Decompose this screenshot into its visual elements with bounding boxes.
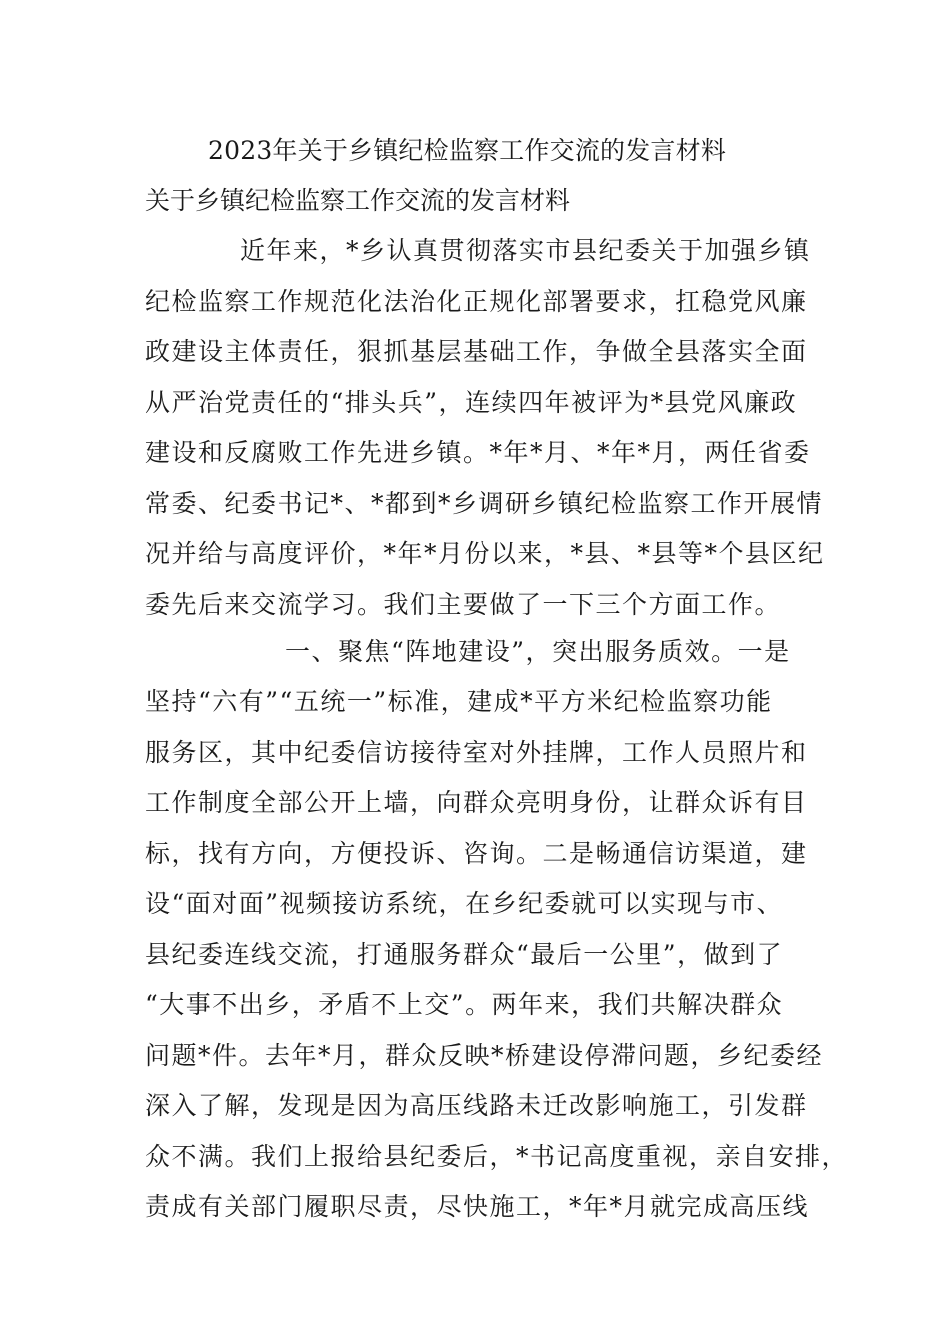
paragraph-line: 工作制度全部公开上墙，向群众亮明身份，让群众诉有目: [145, 788, 808, 817]
paragraph-line: 县纪委连线交流，打通服务群众“最后一公里”，做到了: [145, 940, 784, 969]
paragraph-line: 委先后来交流学习。我们主要做了一下三个方面工作。: [145, 590, 782, 619]
paragraph-line: 设“面对面”视频接访系统，在乡纪委就可以实现与市、: [145, 889, 784, 918]
paragraph-line: 众不满。我们上报给县纪委后，*书记高度重视，亲自安排，: [145, 1142, 849, 1171]
paragraph-line: 纪检监察工作规范化法治化正规化部署要求，扛稳党风廉: [145, 287, 808, 316]
paragraph-line: 服务区，其中纪委信访接待室对外挂牌，工作人员照片和: [145, 738, 808, 767]
paragraph-line: 责成有关部门履职尽责，尽快施工，*年*月就完成高压线: [145, 1192, 810, 1221]
paragraph-line: 况并给与高度评价，*年*月份以来，*县、*县等*个县区纪: [145, 539, 825, 568]
paragraph-line: 政建设主体责任，狠抓基层基础工作，争做全县落实全面: [145, 337, 808, 366]
paragraph-line: 常委、纪委书记*、*都到*乡调研乡镇纪检监察工作开展情: [145, 489, 824, 518]
paragraph-line: 建设和反腐败工作先进乡镇。*年*月、*年*月，两任省委: [145, 438, 811, 467]
paragraph-line: 问题*件。去年*月，群众反映*桥建设停滞问题，乡纪委经: [145, 1041, 824, 1070]
document-title: 2023年关于乡镇纪检监察工作交流的发言材料: [208, 136, 727, 165]
paragraph-line: 从严治党责任的“排头兵”，连续四年被评为*县党风廉政: [145, 388, 798, 417]
paragraph-line: 标，找有方向，方便投诉、咨询。二是畅通信访渠道，建: [145, 839, 808, 868]
section-heading-line: 一、聚焦“阵地建设”，突出服务质效。一是: [285, 637, 791, 666]
document-subtitle: 关于乡镇纪检监察工作交流的发言材料: [145, 186, 571, 215]
paragraph-line: 深入了解，发现是因为高压线路未迁改影响施工，引发群: [145, 1091, 808, 1120]
paragraph-line: 坚持“六有”“五统一”标准，建成*平方米纪检监察功能: [145, 687, 773, 716]
paragraph-line: “大事不出乡，矛盾不上交”。两年来，我们共解决群众: [145, 990, 784, 1019]
paragraph-line: 近年来，*乡认真贯彻落实市县纪委关于加强乡镇: [240, 236, 811, 265]
